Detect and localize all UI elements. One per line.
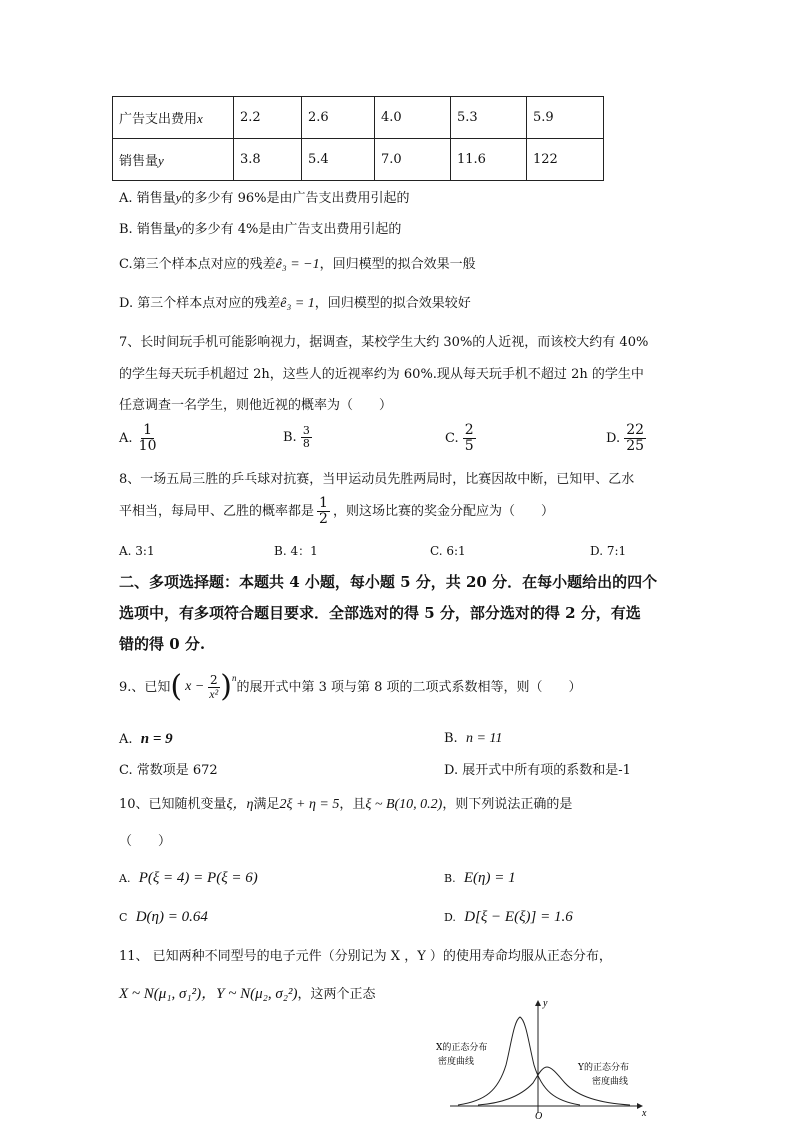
table-cell: 2.2 [234,97,302,139]
q6-option-a: A. 销售量y的多少有 96%是由广告支出费用引起的 [119,190,410,206]
data-table [112,96,604,181]
normal-density-graph [430,995,660,1120]
table-cell: 2.6 [302,97,375,139]
q6-option-d: D. 第三个样本点对应的残差ê₃ = 1，回归模型的拟合效果较好 [119,296,471,311]
section-2-heading-line-1: 二、多项选择题：本题共 4 小题，每小题 5 分，共 20 分．在每小题给出的四个 [119,573,658,591]
q9-stem: 9.、已知 ( x − $\frac{2}{\text{x²}}$ ) n 的展开式中第 3 项与第 8 项的二项式系数相等，则（ ） [119,669,582,704]
x-curve-label-line-1: X的正态分布 [436,1043,488,1053]
table-cell: 11.6 [451,139,527,181]
q10-paren: （ ） [119,834,172,849]
q10-option-c: C D(η) = 0.64 [119,909,208,925]
section-2-heading-line-3: 错的得 0 分. [119,635,206,653]
table-cell: 5.3 [451,97,527,139]
table-row [113,139,604,181]
q9-option-a: A. n = 9 [119,731,173,747]
section-2-heading-line-2: 选项中，有多项符合题目要求．全部选对的得 5 分，部分选对的得 2 分，有选 [119,604,641,622]
table-cell: 7.0 [375,139,451,181]
table-cell: 5.9 [527,97,604,139]
y-curve-label-line-2: 密度曲线 [592,1077,629,1087]
q11-line-1: 11、 已知两种不同型号的电子元件（分别记为 X ，Y ）的使用寿命均服从正态分布， [119,949,612,964]
q7-line-2: 的学生每天玩手机超过 2h，这些人的近视率约为 60%.现从每天玩手机不超过 2h 的学生中 [119,367,644,382]
table-cell: 3.8 [234,139,302,181]
q9-option-b: B. n = 11 [444,731,503,746]
table-row [113,97,604,139]
q10-option-b: B. E(η) = 1 [444,870,516,886]
q9-option-d: D. 展开式中所有项的系数和是-1 [444,763,631,778]
q11-line-2: X ~ N(μ₁, σ₁²)，Y ~ N(μ₂, σ₂²)，这两个正态 [119,986,376,1002]
q7-line-3: 任意调查一名学生，则他近视的概率为（ ） [119,398,393,413]
row-label-ad-cost: 广告支出费用x [113,97,234,139]
q7-option-d: D. $\frac{22}{25}$ [606,422,645,454]
q10-option-a: A. P(ξ = 4) = P(ξ = 6) [119,870,258,886]
x-density-curve [458,1017,580,1105]
table-cell: 4.0 [375,97,451,139]
q7-option-b: B. $\frac{3}{8}$ [283,424,310,450]
q8-option-d: D. 7:1 [590,544,627,558]
table-cell: 5.4 [302,139,375,181]
origin-label: O [535,1111,543,1120]
q8-option-b: B. 4：1 [274,544,318,558]
q8-option-c: C. 6:1 [430,544,466,558]
x-axis-label: x [642,1108,647,1119]
row-label-sales: 销售量y [113,139,234,181]
q10-option-d: D. D[ξ − E(ξ)] = 1.6 [444,909,573,925]
q7-option-c: C. $\frac{2}{5}$ [445,422,474,454]
q6-option-c: C.第三个样本点对应的残差ê₃ = −1，回归模型的拟合效果一般 [119,257,476,272]
q7-option-a: A. $\frac{1}{10}$ [119,422,157,454]
table-cell: 122 [527,139,604,181]
q9-option-c: C. 常数项是 672 [119,763,218,778]
q8-line-2: 平相当，每局甲、乙胜的概率都是 $\frac{1}{2}$ ，则这场比赛的奖金分配应为（ ） [119,495,554,527]
q7-line-1: 7、长时间玩手机可能影响视力，据调查，某校学生大约 30%的人近视，而该校大约有 40% [119,335,649,350]
q8-option-a: A. 3:1 [119,544,155,558]
y-axis-label: y [543,998,548,1009]
q10-stem: 10、已知随机变量ξ，η满足2ξ + η = 5，且ξ ~ B(10, 0.2)，则下列说法正确的是 [119,797,573,812]
x-curve-label-line-2: 密度曲线 [438,1057,475,1067]
q6-option-b: B. 销售量y的多少有 4%是由广告支出费用引起的 [119,221,402,237]
y-curve-label-line-1: Y的正态分布 [578,1063,629,1073]
q8-line-1: 8、一场五局三胜的乒乓球对抗赛，当甲运动员先胜两局时，比赛因故中断，已知甲、乙水 [119,472,635,487]
